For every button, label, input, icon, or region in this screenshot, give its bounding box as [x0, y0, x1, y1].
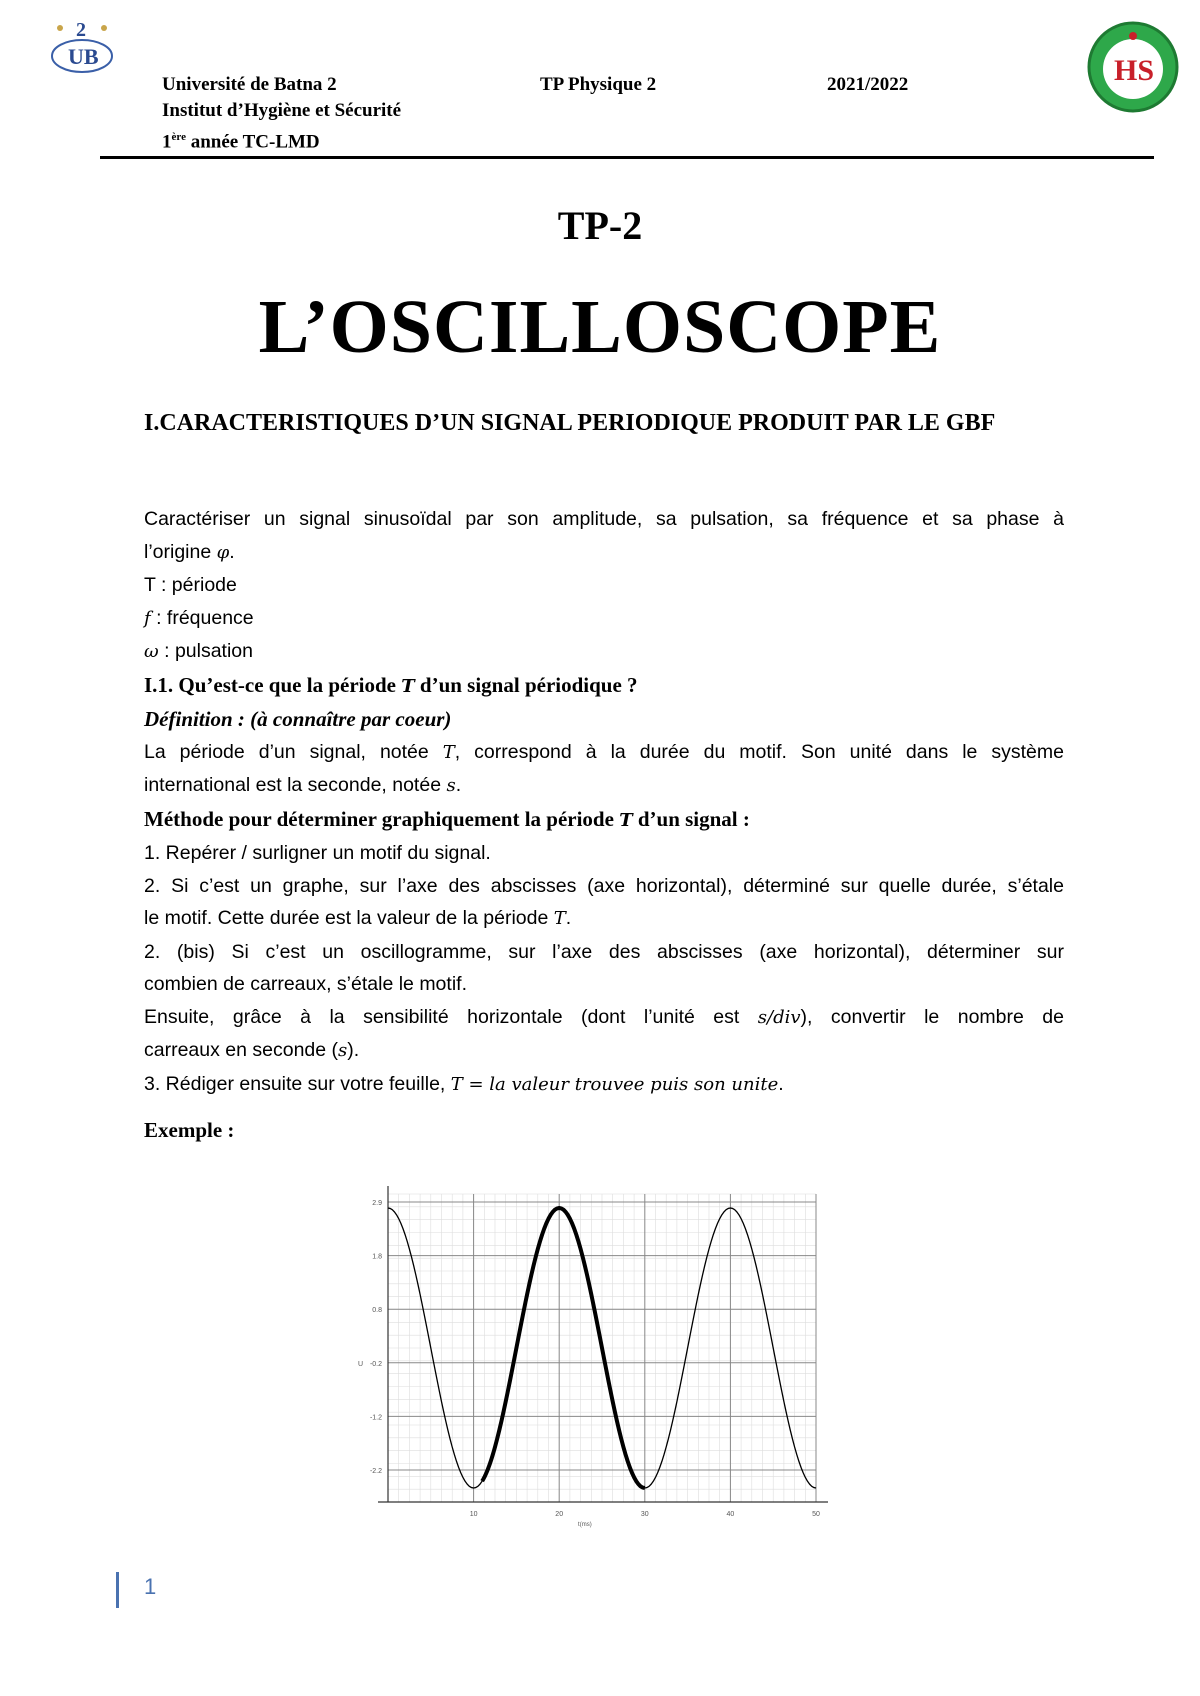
university-logo	[46, 18, 118, 82]
footer-accent-bar	[116, 1572, 119, 1608]
university-name: Université de Batna 2	[162, 74, 337, 95]
page-number: 1	[144, 1574, 157, 1599]
x-tick-label: 20	[555, 1511, 564, 1518]
x-tick-label: 30	[640, 1511, 649, 1518]
x-tick-label: 50	[812, 1511, 820, 1518]
definition-line-1: La période d’un signal, notée T, correspond à la durée du motif. Son unité dans le système	[144, 740, 1064, 763]
institute-logo	[1086, 20, 1180, 114]
period-definition: T : période	[144, 574, 237, 596]
pulsation-definition: ω : pulsation	[144, 640, 253, 662]
example-label: Exemple :	[144, 1118, 235, 1142]
definition-line-2: international est la seconde, notée s.	[144, 774, 462, 796]
svg-text:2: 2	[76, 19, 86, 41]
method-step-2-line-2: le motif. Cette durée est la valeur de la période T.	[144, 907, 572, 929]
y-tick-label: -2.2	[369, 1468, 382, 1475]
header-divider	[100, 156, 1154, 159]
academic-year: 2021/2022	[827, 74, 909, 95]
x-axis-label: t(ms)	[578, 1522, 592, 1528]
institute-name: Institut d’Hygiène et Sécurité	[162, 100, 402, 121]
subsection-question: I.1. Qu’est-ce que la période T d’un signal périodique ?	[144, 672, 638, 697]
y-axis-label: U	[358, 1360, 364, 1368]
method-step-2-line-1: 2. Si c’est un graphe, sur l’axe des abscisses (axe horizontal), déterminé sur quelle durée, s’étale	[144, 874, 1064, 897]
sine-wave-chart	[346, 1180, 846, 1530]
intro-line-2: l’origine φ.	[144, 540, 235, 563]
method-conversion-line-2: carreaux en seconde (s).	[144, 1039, 360, 1061]
svg-text:UB: UB	[68, 44, 99, 69]
method-step-2bis-line-1: 2. (bis) Si c’est un oscillogramme, sur l’axe des abscisses (axe horizontal), déterminer sur	[144, 940, 1064, 963]
header-left	[162, 72, 401, 155]
method-title: Méthode pour déterminer graphiquement la période T d’un signal :	[144, 806, 750, 831]
method-step-2bis-line-2: combien de carreaux, s’étale le motif.	[144, 973, 467, 995]
svg-text:HS: HS	[1114, 54, 1155, 87]
course-name: TP Physique 2	[540, 74, 657, 95]
section-heading: I.CARACTERISTIQUES D’UN SIGNAL PERIODIQUE PRODUIT PAR LE GBF	[144, 410, 996, 436]
x-tick-label: 40	[726, 1511, 735, 1518]
definition-title: Définition : (à connaître par coeur)	[144, 707, 452, 731]
x-tick-label: 10	[469, 1511, 478, 1518]
y-tick-label: -0.2	[369, 1360, 382, 1368]
y-tick-label: 1.8	[372, 1253, 382, 1261]
study-year: 1ère année TC-LMD	[162, 131, 320, 153]
method-step-3: 3. Rédiger ensuite sur votre feuille, T = la valeur trouvee puis son unite.	[144, 1072, 784, 1095]
frequency-definition: f : fréquence	[144, 606, 254, 629]
y-tick-label: -1.2	[369, 1414, 382, 1422]
y-tick-label: 0.8	[372, 1307, 382, 1315]
page-title: L’OSCILLOSCOPE	[258, 285, 942, 369]
body-text	[144, 503, 1064, 1101]
tp-number: TP-2	[557, 203, 643, 248]
intro-line-1: Caractériser un signal sinusoïdal par son amplitude, sa pulsation, sa fréquence et sa phase à	[144, 508, 1064, 530]
y-tick-label: 2.9	[372, 1200, 382, 1207]
method-step-1: 1. Repérer / surligner un motif du signal.	[144, 842, 491, 864]
method-conversion-line-1: Ensuite, grâce à la sensibilité horizontale (dont l’unité est s/div), convertir le nombre de	[144, 1005, 1064, 1028]
